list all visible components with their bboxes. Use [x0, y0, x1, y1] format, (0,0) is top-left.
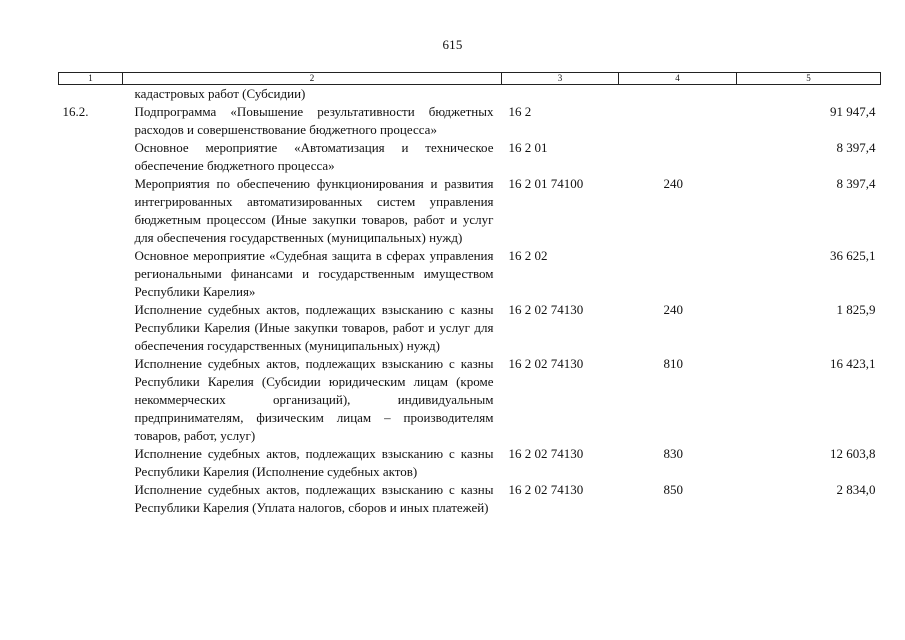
row-sum: 91 947,4: [830, 104, 876, 119]
row-code: 16 2 02 74130: [508, 482, 584, 497]
row-expense-type: 830: [663, 446, 683, 461]
row-code: 16 2 02 74130: [508, 302, 584, 317]
table-row: [59, 175, 881, 247]
table-row: [59, 103, 881, 139]
row-expense-type: [619, 103, 737, 139]
row-number: [59, 355, 123, 445]
row-name: Исполнение судебных актов, подлежащих взысканию с казны Республики Карелия (Субсидии юридическим лицам (кроме некоммерческих организаций), индивидуальным предпринимателям, физическим лицам – производителям товаров, работ, услуг): [134, 356, 494, 443]
row-sum: [737, 85, 881, 104]
table-row: [59, 247, 881, 301]
row-expense-type: 240: [663, 176, 683, 191]
row-sum: 36 625,1: [830, 248, 876, 263]
row-expense-type: [619, 139, 737, 175]
row-code: 16 2 01 74100: [508, 176, 584, 191]
row-sum: 8 397,4: [836, 176, 876, 191]
budget-table: [58, 72, 881, 517]
row-expense-type: 810: [663, 356, 683, 371]
table-body: [59, 85, 881, 518]
row-number: [59, 247, 123, 301]
row-name: Исполнение судебных актов, подлежащих взысканию с казны Республики Карелия (Уплата налогов, сборов и иных платежей): [134, 482, 494, 515]
row-code: 16 2 02 74130: [508, 356, 584, 371]
row-sum: 12 603,8: [830, 446, 876, 461]
row-name: Подпрограмма «Повышение результативности бюджетных расходов и совершенствование бюджетного процесса»: [134, 104, 494, 137]
row-number: [59, 481, 123, 517]
table-row: [59, 481, 881, 517]
row-name: Мероприятия по обеспечению функционирования и развития интегрированных автоматизированных систем управления бюджетным процессом (Иные закупки товаров, работ и услуг для обеспечения государственных (муниципальных) нужд): [134, 176, 494, 245]
row-name: Основное мероприятие «Автоматизация и техническое обеспечение бюджетного процесса»: [134, 140, 494, 173]
row-code: 16 2 02: [508, 248, 548, 263]
table-row: [59, 445, 881, 481]
row-number: [59, 85, 123, 104]
row-number: [59, 139, 123, 175]
row-code: 16 2 02 74130: [508, 446, 584, 461]
budget-table-container: [58, 72, 880, 517]
table-row: [59, 301, 881, 355]
table-row: [59, 139, 881, 175]
row-expense-type: [619, 85, 737, 104]
row-sum: 2 834,0: [836, 482, 876, 497]
row-expense-type: [619, 247, 737, 301]
header-col-4: 4: [619, 73, 737, 85]
table-row: [59, 85, 881, 104]
row-number: [59, 445, 123, 481]
header-col-1: 1: [59, 73, 123, 85]
row-sum: 1 825,9: [836, 302, 876, 317]
row-name: Основное мероприятие «Судебная защита в сферах управления региональными финансами и государственным имуществом Республики Карелия»: [134, 248, 494, 299]
row-code: [502, 85, 619, 104]
header-col-2: 2: [123, 73, 502, 85]
row-code: 16 2: [508, 104, 532, 119]
row-number: 16.2.: [62, 104, 89, 119]
row-sum: 16 423,1: [830, 356, 876, 371]
table-header: [59, 73, 881, 85]
row-sum: 8 397,4: [836, 140, 876, 155]
row-name: Исполнение судебных актов, подлежащих взысканию с казны Республики Карелия (Иные закупки товаров, работ и услуг для обеспечения государственных (муниципальных) нужд): [134, 302, 494, 353]
header-col-5: 5: [737, 73, 881, 85]
row-name: Исполнение судебных актов, подлежащих взысканию с казны Республики Карелия (Исполнение судебных актов): [134, 446, 494, 479]
row-expense-type: 850: [663, 482, 683, 497]
row-code: 16 2 01: [508, 140, 548, 155]
page-number: 615: [442, 37, 463, 52]
row-number: [59, 175, 123, 247]
header-row: [59, 73, 881, 85]
header-col-3: 3: [502, 73, 619, 85]
row-expense-type: 240: [663, 302, 683, 317]
row-number: [59, 301, 123, 355]
row-name: кадастровых работ (Субсидии): [134, 86, 306, 101]
table-row: [59, 355, 881, 445]
